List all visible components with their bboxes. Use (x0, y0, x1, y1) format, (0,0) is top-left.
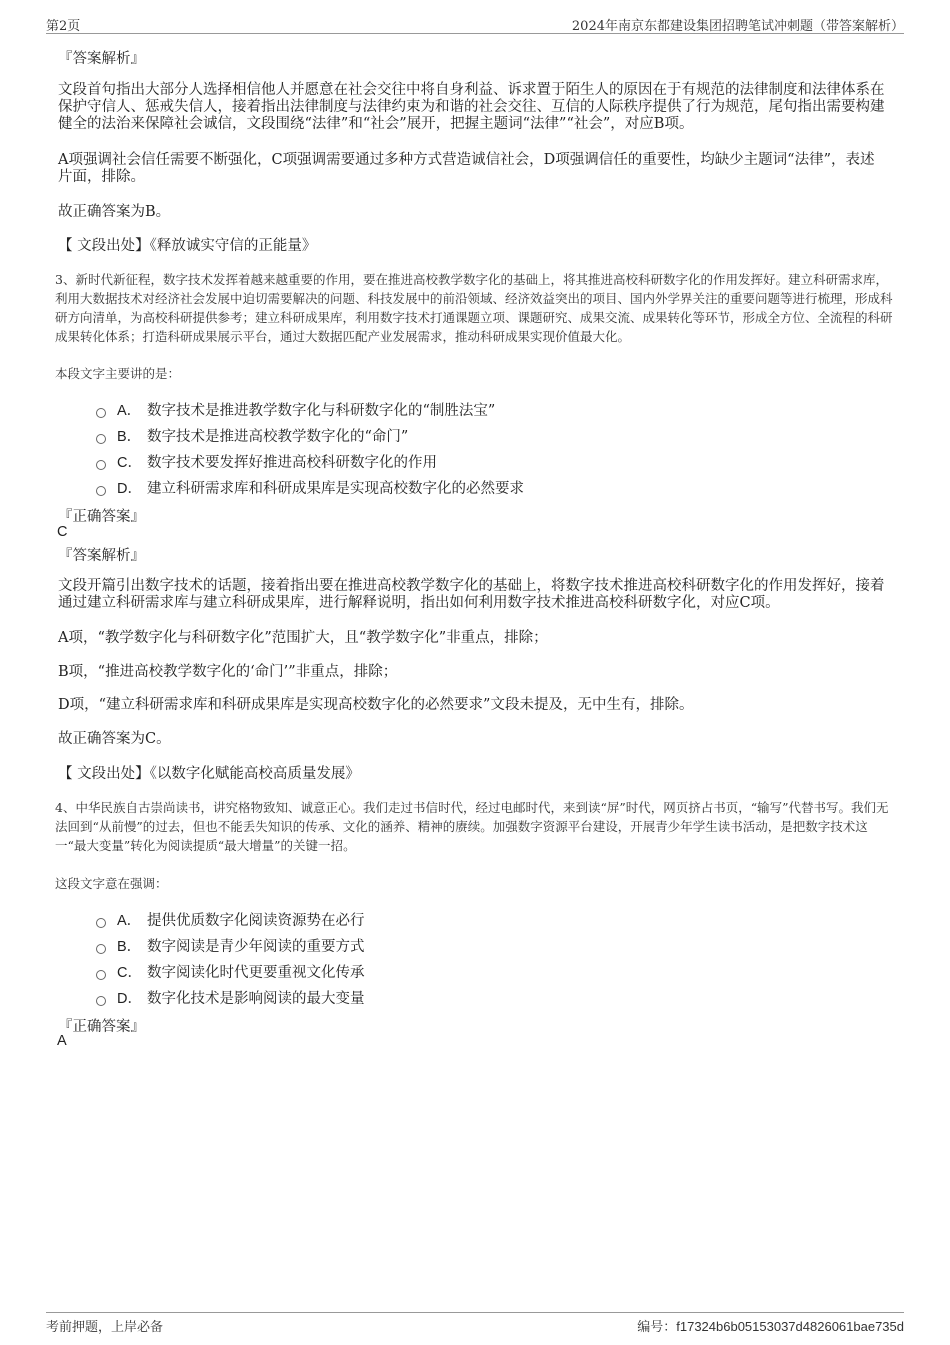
footer-slogan: 考前押题，上岸必备 (46, 1320, 164, 1335)
q4-option-b[interactable]: B． 数字阅读是青少年阅读的重要方式 (96, 935, 365, 956)
radio-icon[interactable] (96, 996, 106, 1006)
q3-analysis-a: A项，“教学数字化与科研数字化”范围扩大，且“教学数字化”非重点，排除； (58, 630, 548, 646)
q3-answer: C (57, 524, 68, 540)
q2-conclusion: 故正确答案为B。 (58, 204, 171, 220)
q3-option-b[interactable]: B． 数字技术是推进高校教学数字化的“命门” (96, 425, 408, 446)
q3-question: 本段文字主要讲的是： (55, 366, 181, 381)
radio-icon[interactable] (96, 460, 106, 470)
q3-source: 【 文段出处】《以数字化赋能高校高质量发展》 (58, 766, 360, 782)
radio-icon[interactable] (96, 408, 106, 418)
q4-question: 这段文字意在强调： (55, 876, 168, 891)
footer-code: 编号：f17324b6b05153037d4826061bae735d (637, 1319, 904, 1334)
q4-answer-label: 『正确答案』 (58, 1019, 145, 1035)
q4-stem: 4、中华民族自古崇尚读书，讲究格物致知、诚意正心。我们走过书信时代，经过电邮时代，来到读“屏”时代，网页挤占书页，“输写”代替书写。我们无法回到“从前慢”的过去，但也不能丢失知识的传承、文化的涵养、精神的赓续。加强数字资源平台建设，开展青少年学生读书活动，是把数字技术这一“最大变量”转化为阅读提质“最大增量”的关键一招。 (55, 800, 889, 853)
document-title: 2024年南京东都建设集团招聘笔试冲刺题（带答案解析） (571, 19, 904, 34)
q3-analysis-paragraph: 文段开篇引出数字技术的话题，接着指出要在推进高校教学数字化的基础上，将数字技术推进高校科研数字化的作用发挥好，接着通过建立科研需求库与建立科研成果库，进行解释说明，指出如何利用数字技术推进高校科研数字化，对应C项。 (58, 578, 885, 611)
q3-option-d[interactable]: D． 建立科研需求库和科研成果库是实现高校数字化的必然要求 (96, 477, 524, 498)
q2-analysis-label: 『答案解析』 (58, 51, 145, 67)
q3-analysis-d: D项，“建立科研需求库和科研成果库是实现高校数字化的必然要求”文段未提及，无中生有，排除。 (58, 697, 694, 713)
page-number: 第2页 (46, 19, 81, 34)
page-footer (46, 1312, 904, 1335)
q4-option-a[interactable]: A． 提供优质数字化阅读资源势在必行 (96, 909, 365, 930)
page-header (46, 13, 904, 34)
radio-icon[interactable] (96, 970, 106, 980)
radio-icon[interactable] (96, 918, 106, 928)
q3-conclusion: 故正确答案为C。 (58, 731, 171, 747)
radio-icon[interactable] (96, 434, 106, 444)
q3-option-a[interactable]: A． 数字技术是推进教学数字化与科研数字化的“制胜法宝” (96, 399, 495, 420)
radio-icon[interactable] (96, 944, 106, 954)
q3-stem: 3、新时代新征程，数字技术发挥着越来越重要的作用，要在推进高校教学数字化的基础上，将其推进高校科研数字化的作用发挥好。建立科研需求库，利用大数据技术对经济社会发展中迫切需要解决的问题、科技发展中的前沿领域、经济效益突出的项目、国内外学界关注的重要问题等进行梳理，形成科研方向清单，为高校科研提供参考；建立科研成果库，利用数字技术打通课题立项、课题研究、成果交流、成果转化等环节，形成全方位、全流程的科研成果转化体系；打造科研成果展示平台，通过大数据匹配产业发展需求，推动科研成果实现价值最大化。 (55, 272, 893, 344)
q3-analysis-b: B项，“推进高校教学数字化的‘命门’”非重点，排除； (58, 664, 398, 680)
radio-icon[interactable] (96, 486, 106, 496)
q4-option-d[interactable]: D． 数字化技术是影响阅读的最大变量 (96, 987, 365, 1008)
q3-analysis-label: 『答案解析』 (58, 548, 145, 564)
q3-answer-label: 『正确答案』 (58, 509, 145, 525)
q2-analysis-paragraph: 文段首句指出大部分人选择相信他人并愿意在社会交往中将自身利益、诉求置于陌生人的原因在于有规范的法律制度和法律体系在保护守信人、惩戒失信人，接着指出法律制度与法律约束为和谐的社会交往、互信的人际秩序提供了行为规范，尾句指出需要构建健全的法治来保障社会诚信，文段围绕“法律”和“社会”展开，把握主题词“法律”“社会”，对应B项。 (58, 82, 885, 132)
q3-option-c[interactable]: C． 数字技术要发挥好推进高校科研数字化的作用 (96, 451, 437, 472)
q4-answer: A (57, 1033, 67, 1049)
q2-source: 【 文段出处】《释放诚实守信的正能量》 (58, 238, 317, 254)
q2-analysis-options: A项强调社会信任需要不断强化，C项强调需要通过多种方式营造诚信社会，D项强调信任的重要性，均缺少主题词“法律”，表述片面，排除。 (58, 152, 875, 185)
q4-option-c[interactable]: C． 数字阅读化时代更要重视文化传承 (96, 961, 365, 982)
